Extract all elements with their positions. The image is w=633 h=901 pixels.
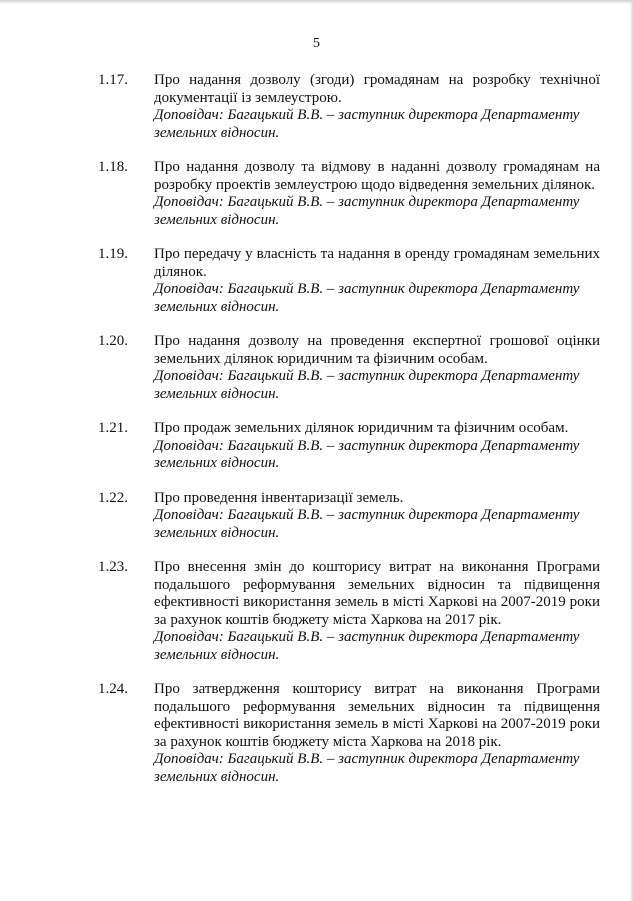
item-title: Про надання дозволу та відмову в наданні дозволу громадянам на розробку проектів землеустрою щодо відведення земельних ділянок. bbox=[154, 159, 600, 193]
speaker-position: – заступник директора Департаменту земельних відносин. bbox=[154, 629, 580, 663]
speaker-label: Доповідач: bbox=[154, 281, 224, 297]
speaker-name: Багацький В.В. bbox=[227, 751, 324, 767]
item-body bbox=[154, 420, 600, 473]
item-number: 1.23. bbox=[98, 559, 128, 575]
item-number: 1.24. bbox=[98, 681, 128, 697]
agenda-item-1-23 bbox=[0, 559, 633, 664]
item-speaker bbox=[154, 281, 600, 316]
scan-edge-top bbox=[0, 0, 633, 4]
speaker-position: – заступник директора Департаменту земельних відносин. bbox=[154, 194, 580, 228]
item-body bbox=[154, 681, 600, 786]
agenda-list bbox=[0, 72, 633, 803]
item-speaker bbox=[154, 107, 600, 142]
speaker-label: Доповідач: bbox=[154, 507, 224, 523]
item-title: Про надання дозволу на проведення експертної грошової оцінки земельних ділянок юридичним та фізичним особам. bbox=[154, 333, 600, 367]
speaker-position: – заступник директора Департаменту земельних відносин. bbox=[154, 368, 580, 402]
item-number: 1.19. bbox=[98, 246, 128, 262]
item-number: 1.17. bbox=[98, 72, 128, 88]
speaker-name: Багацький В.В. bbox=[227, 507, 324, 523]
speaker-position: – заступник директора Департаменту земельних відносин. bbox=[154, 281, 580, 315]
page-number: 5 bbox=[313, 36, 320, 51]
speaker-label: Доповідач: bbox=[154, 194, 224, 210]
item-speaker bbox=[154, 751, 600, 786]
item-body bbox=[154, 72, 600, 142]
agenda-item-1-19 bbox=[0, 246, 633, 316]
item-title: Про затвердження кошторису витрат на виконання Програми подальшого реформування земельних відносин та підвищення ефективності використання земель в місті Харкові на 2007-2019 роки за рахунок коштів бюджету міста Харкова на 2018 рік. bbox=[154, 681, 600, 750]
speaker-name: Багацький В.В. bbox=[227, 629, 324, 645]
item-title: Про продаж земельних ділянок юридичним та фізичним особам. bbox=[154, 420, 569, 436]
item-body bbox=[154, 490, 600, 543]
item-body bbox=[154, 159, 600, 229]
item-speaker bbox=[154, 194, 600, 229]
item-number: 1.22. bbox=[98, 489, 128, 506]
speaker-name: Багацький В.В. bbox=[227, 281, 324, 297]
speaker-label: Доповідач: bbox=[154, 629, 224, 645]
agenda-item-1-20 bbox=[0, 333, 633, 403]
item-number: 1.21. bbox=[98, 420, 128, 436]
item-title: Про внесення змін до кошторису витрат на виконання Програми подальшого реформування земельних відносин та підвищення ефективності використання земель в місті Харкові на 2007-2019 роки за рахунок коштів бюджету міста Харкова на 2017 рік. bbox=[154, 559, 600, 628]
agenda-item-1-18 bbox=[0, 159, 633, 229]
speaker-position: – заступник директора Департаменту земельних відносин. bbox=[154, 751, 580, 785]
item-body bbox=[154, 559, 600, 664]
item-title: Про передачу у власність та надання в оренду громадянам земельних ділянок. bbox=[154, 246, 600, 280]
item-title: Про проведення інвентаризації земель. bbox=[154, 489, 404, 506]
item-speaker bbox=[154, 629, 600, 664]
speaker-name: Багацький В.В. bbox=[227, 368, 324, 384]
agenda-item-1-24 bbox=[0, 681, 633, 786]
speaker-label: Доповідач: bbox=[154, 751, 224, 767]
item-number: 1.20. bbox=[98, 333, 128, 349]
agenda-item-1-21 bbox=[0, 420, 633, 473]
item-body bbox=[154, 333, 600, 403]
agenda-item-1-22 bbox=[0, 490, 633, 543]
speaker-label: Доповідач: bbox=[154, 107, 224, 123]
speaker-name: Багацький В.В. bbox=[227, 107, 324, 123]
item-body bbox=[154, 246, 600, 316]
agenda-item-1-17 bbox=[0, 72, 633, 142]
speaker-name: Багацький В.В. bbox=[227, 194, 324, 210]
item-speaker bbox=[154, 507, 600, 542]
speaker-position: – заступник директора Департаменту земельних відносин. bbox=[154, 107, 580, 141]
speaker-label: Доповідач: bbox=[154, 437, 224, 454]
speaker-label: Доповідач: bbox=[154, 368, 224, 384]
speaker-position: – заступник директора Департаменту земельних відносин. bbox=[154, 507, 580, 541]
speaker-position: – заступник директора Департаменту земельних відносин. bbox=[154, 437, 580, 471]
speaker-name: Багацький В.В. bbox=[227, 437, 324, 454]
item-title: Про надання дозволу (згоди) громадянам на розробку технічної документації із землеустрою. bbox=[154, 72, 600, 106]
item-number: 1.18. bbox=[98, 159, 128, 175]
item-speaker bbox=[154, 438, 600, 473]
item-speaker bbox=[154, 368, 600, 403]
